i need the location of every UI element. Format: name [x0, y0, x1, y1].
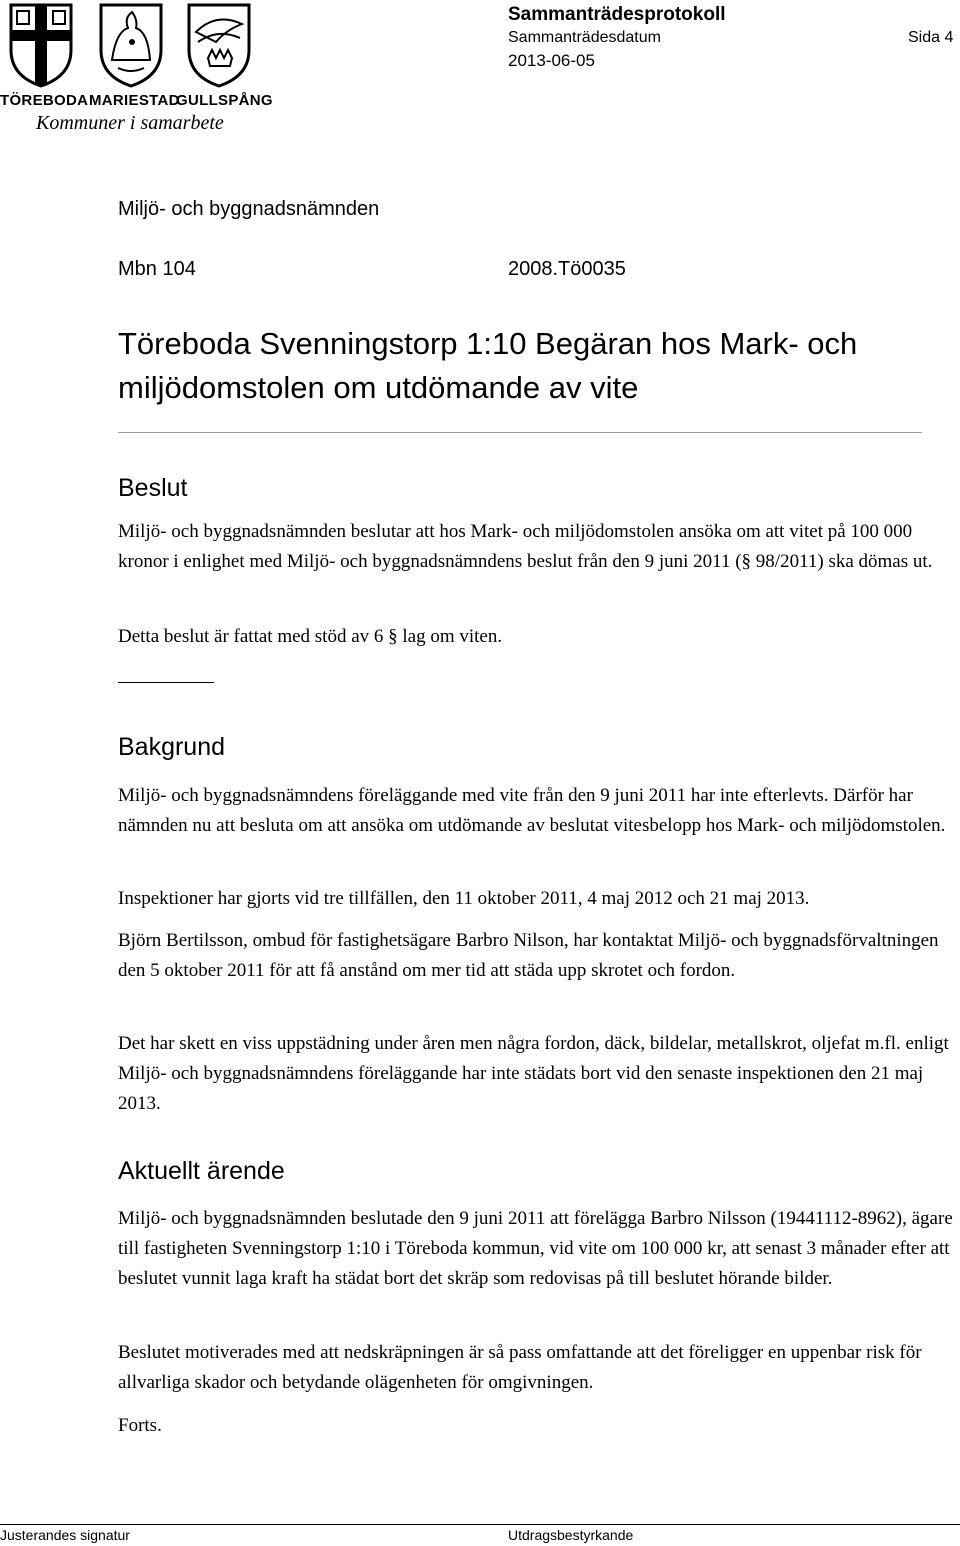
meeting-date: 2013-06-05 — [508, 51, 595, 70]
paragraph: Beslutet motiverades med att nedskräpningen är så pass omfattande att det föreligger en uppenbar risk för allvarliga skador och betydande olägenheten för omgivningen. — [118, 1342, 922, 1393]
paragraph: Det har skett en viss uppstädning under åren men några fordon, däck, bildelar, metallskrot, oljefat m.fl. enligt Miljö- och byggnadsnämndens föreläggande har inte städats bort vid den senaste inspektionen den 21 maj 2013. — [118, 1033, 949, 1114]
municipality-name-gullspang: GULLSPÅNG — [176, 92, 273, 109]
committee-name: Miljö- och byggnadsnämnden — [118, 198, 380, 220]
continued-marker: Forts. — [118, 1415, 162, 1436]
municipality-name-toreboda: TÖREBODA — [0, 92, 89, 109]
signature-label: Justerandes signatur — [0, 1527, 130, 1543]
short-divider — [118, 682, 214, 683]
divider — [118, 432, 922, 433]
section-heading-beslut: Beslut — [118, 474, 188, 502]
paragraph: Miljö- och byggnadsnämndens föreläggande med vite från den 9 juni 2011 har inte efterlevts. Därför har nämnden nu att besluta om att ansöka om utdömande av beslutat vitesbelopp hos Mark- och miljödomstolen. — [118, 785, 946, 836]
tagline: Kommuner i samarbete — [36, 112, 224, 134]
paragraph: Inspektioner har gjorts vid tre tillfällen, den 11 oktober 2011, 4 maj 2012 och 21 maj 2013. — [118, 888, 810, 909]
section-heading-aktuellt-arende: Aktuellt ärende — [118, 1157, 285, 1185]
section-heading-bakgrund: Bakgrund — [118, 733, 226, 761]
paragraph: Detta beslut är fattat med stöd av 6 § lag om viten. — [118, 626, 503, 647]
municipality-name-mariestad: MARIESTAD — [89, 92, 180, 109]
gullspang-crest-icon — [186, 2, 252, 88]
mariestad-crest-icon — [98, 2, 164, 88]
page-number: Sida 4 — [908, 29, 954, 46]
certification-label: Utdragsbestyrkande — [508, 1527, 634, 1543]
paragraph: Miljö- och byggnadsnämnden beslutade den 9 juni 2011 att förelägga Barbro Nilsson (19441112-8962), ägare till fastigheten Svenningstorp 1:10 i Töreboda kommun, vid vite om 100 000 kr, att senast 3 månader efter att beslutet vunnit laga kraft ha städat bort det skräp som redovisas på till beslutet hörande bilder. — [118, 1208, 953, 1289]
municipality-crests — [8, 2, 258, 94]
date-label: Sammanträdesdatum — [508, 29, 661, 46]
paragraph: Miljö- och byggnadsnämnden beslutar att hos Mark- och miljödomstolen ansöka om att vitet på 100 000 kronor i enlighet med Miljö- och byggnadsnämndens beslut från den 9 juni 2011 (§ 98/2011) ska dömas ut. — [118, 521, 933, 572]
case-title: Töreboda Svenningstorp 1:10 Begäran hos Mark- och miljödomstolen om utdömande av vite — [118, 326, 858, 405]
footer-divider — [0, 1524, 960, 1525]
case-number: 2008.Tö0035 — [508, 258, 626, 280]
case-reference: Mbn 104 — [118, 258, 196, 280]
protocol-title: Sammanträdesprotokoll — [508, 4, 726, 25]
paragraph: Björn Bertilsson, ombud för fastighetsägare Barbro Nilson, har kontaktat Miljö- och byggnadsförvaltningen den 5 oktober 2011 för att få anstånd om mer tid att städa upp skrotet och fordon. — [118, 930, 939, 981]
toreboda-crest-icon — [8, 2, 74, 88]
